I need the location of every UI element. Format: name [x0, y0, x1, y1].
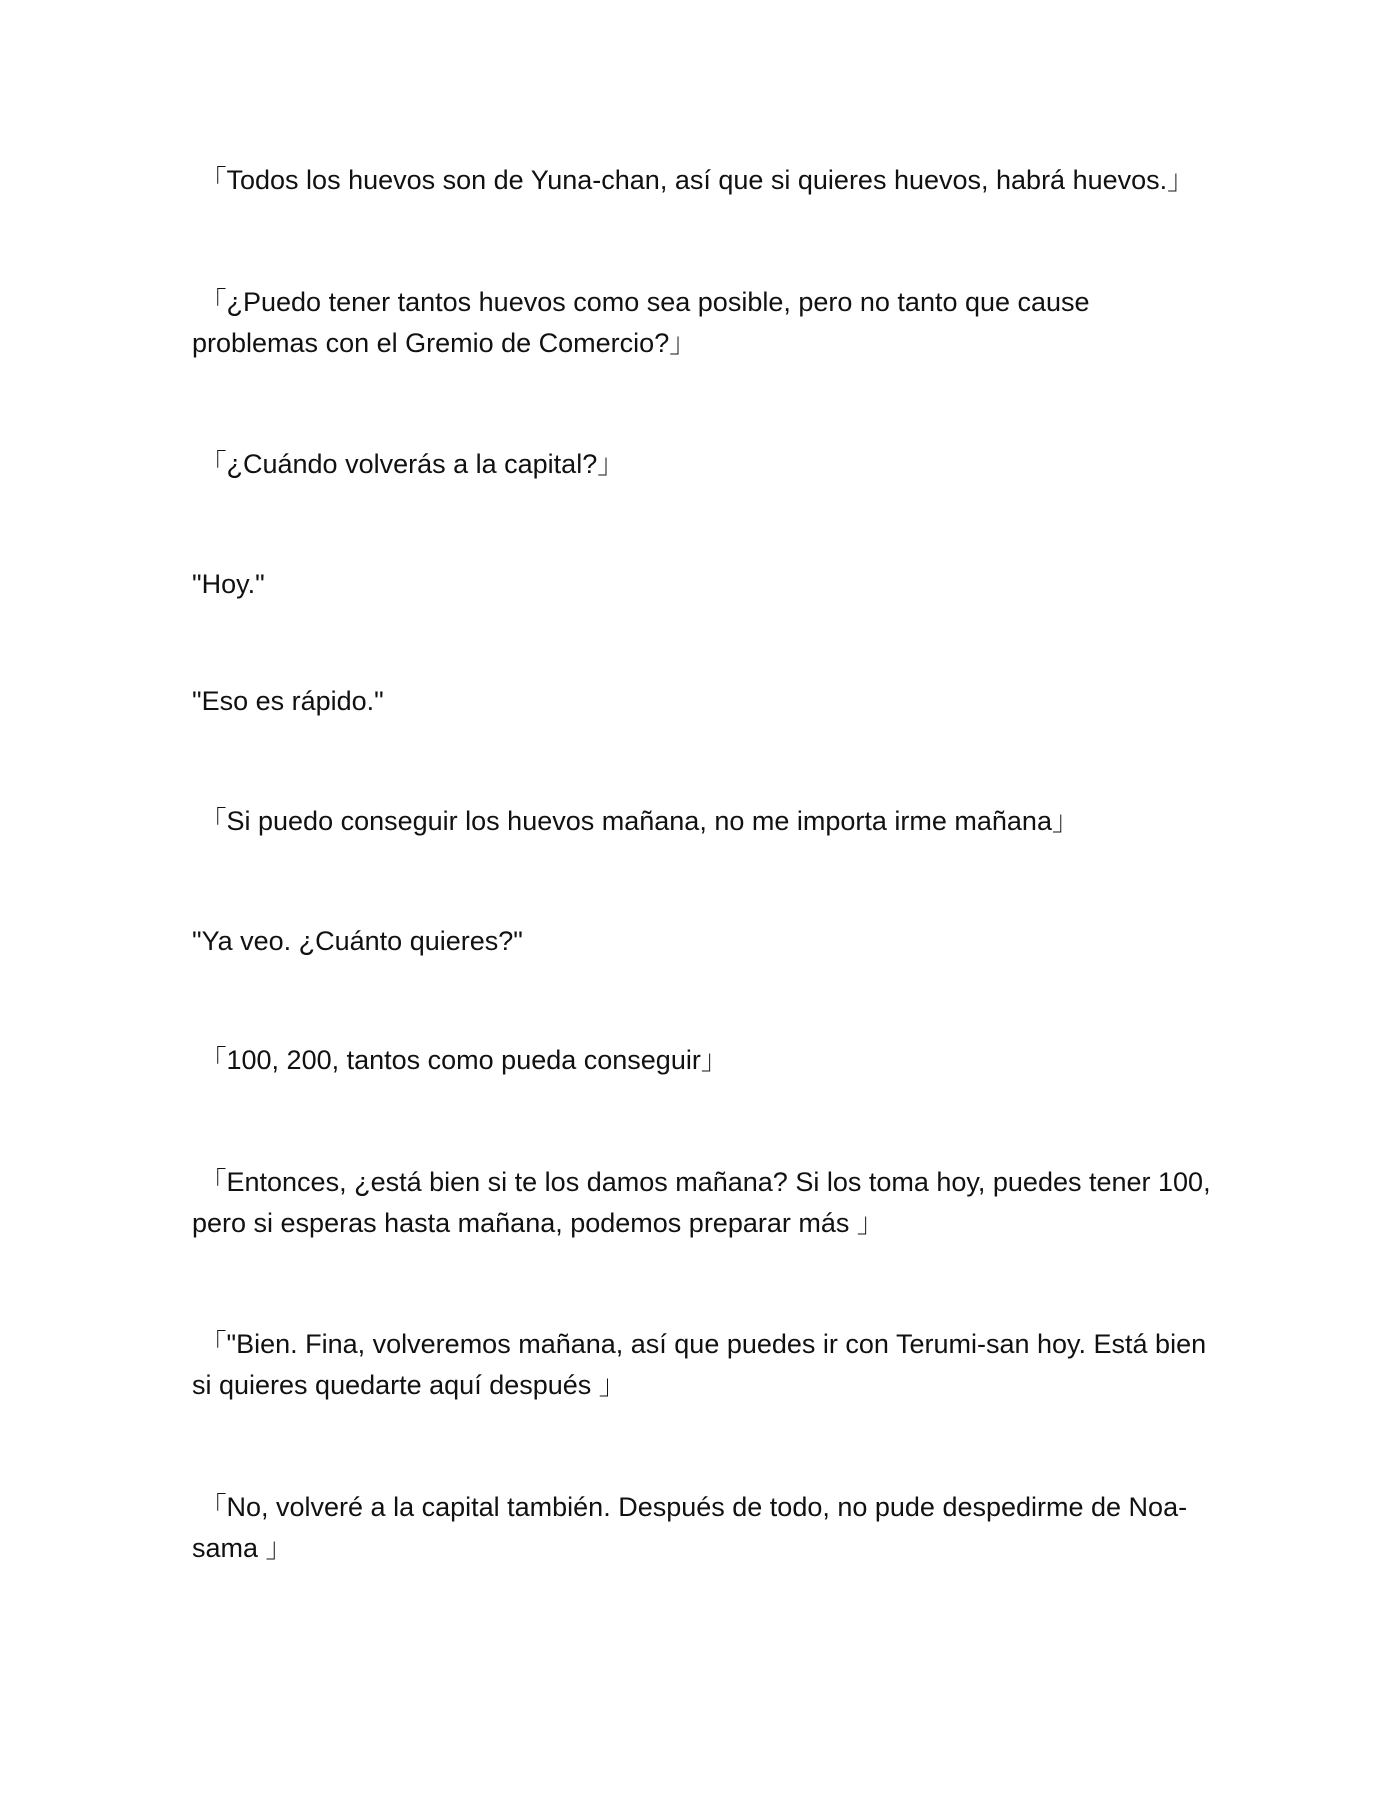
paragraph: 「¿Cuándo volverás a la capital?」: [192, 449, 625, 479]
paragraph: "Eso es rápido.": [192, 686, 384, 716]
paragraph: 「"Bien. Fina, volveremos mañana, así que puedes ir con Terumi-san hoy. Está bien si quieres quedarte aquí después 」: [192, 1329, 1207, 1400]
paragraph: 「¿Puedo tener tantos huevos como sea posible, pero no tanto que cause problemas con el Gremio de Comercio?」: [192, 287, 1090, 358]
paragraph: 「100, 200, tantos como pueda conseguir」: [192, 1045, 728, 1075]
paragraph: "Ya veo. ¿Cuánto quieres?": [192, 926, 523, 956]
paragraph: "Hoy.": [192, 569, 265, 599]
paragraph: 「Si puedo conseguir los huevos mañana, no me importa irme mañana」: [192, 806, 1079, 836]
paragraph: 「No, volveré a la capital también. Después de todo, no pude despedirme de Noa-sama 」: [192, 1492, 1188, 1563]
paragraph: 「Entonces, ¿está bien si te los damos mañana? Si los toma hoy, puedes tener 100, pero si esperas hasta mañana, podemos preparar más 」: [192, 1167, 1211, 1238]
paragraph: 「Todos los huevos son de Yuna-chan, así que si quieres huevos, habrá huevos.」: [192, 165, 1195, 195]
